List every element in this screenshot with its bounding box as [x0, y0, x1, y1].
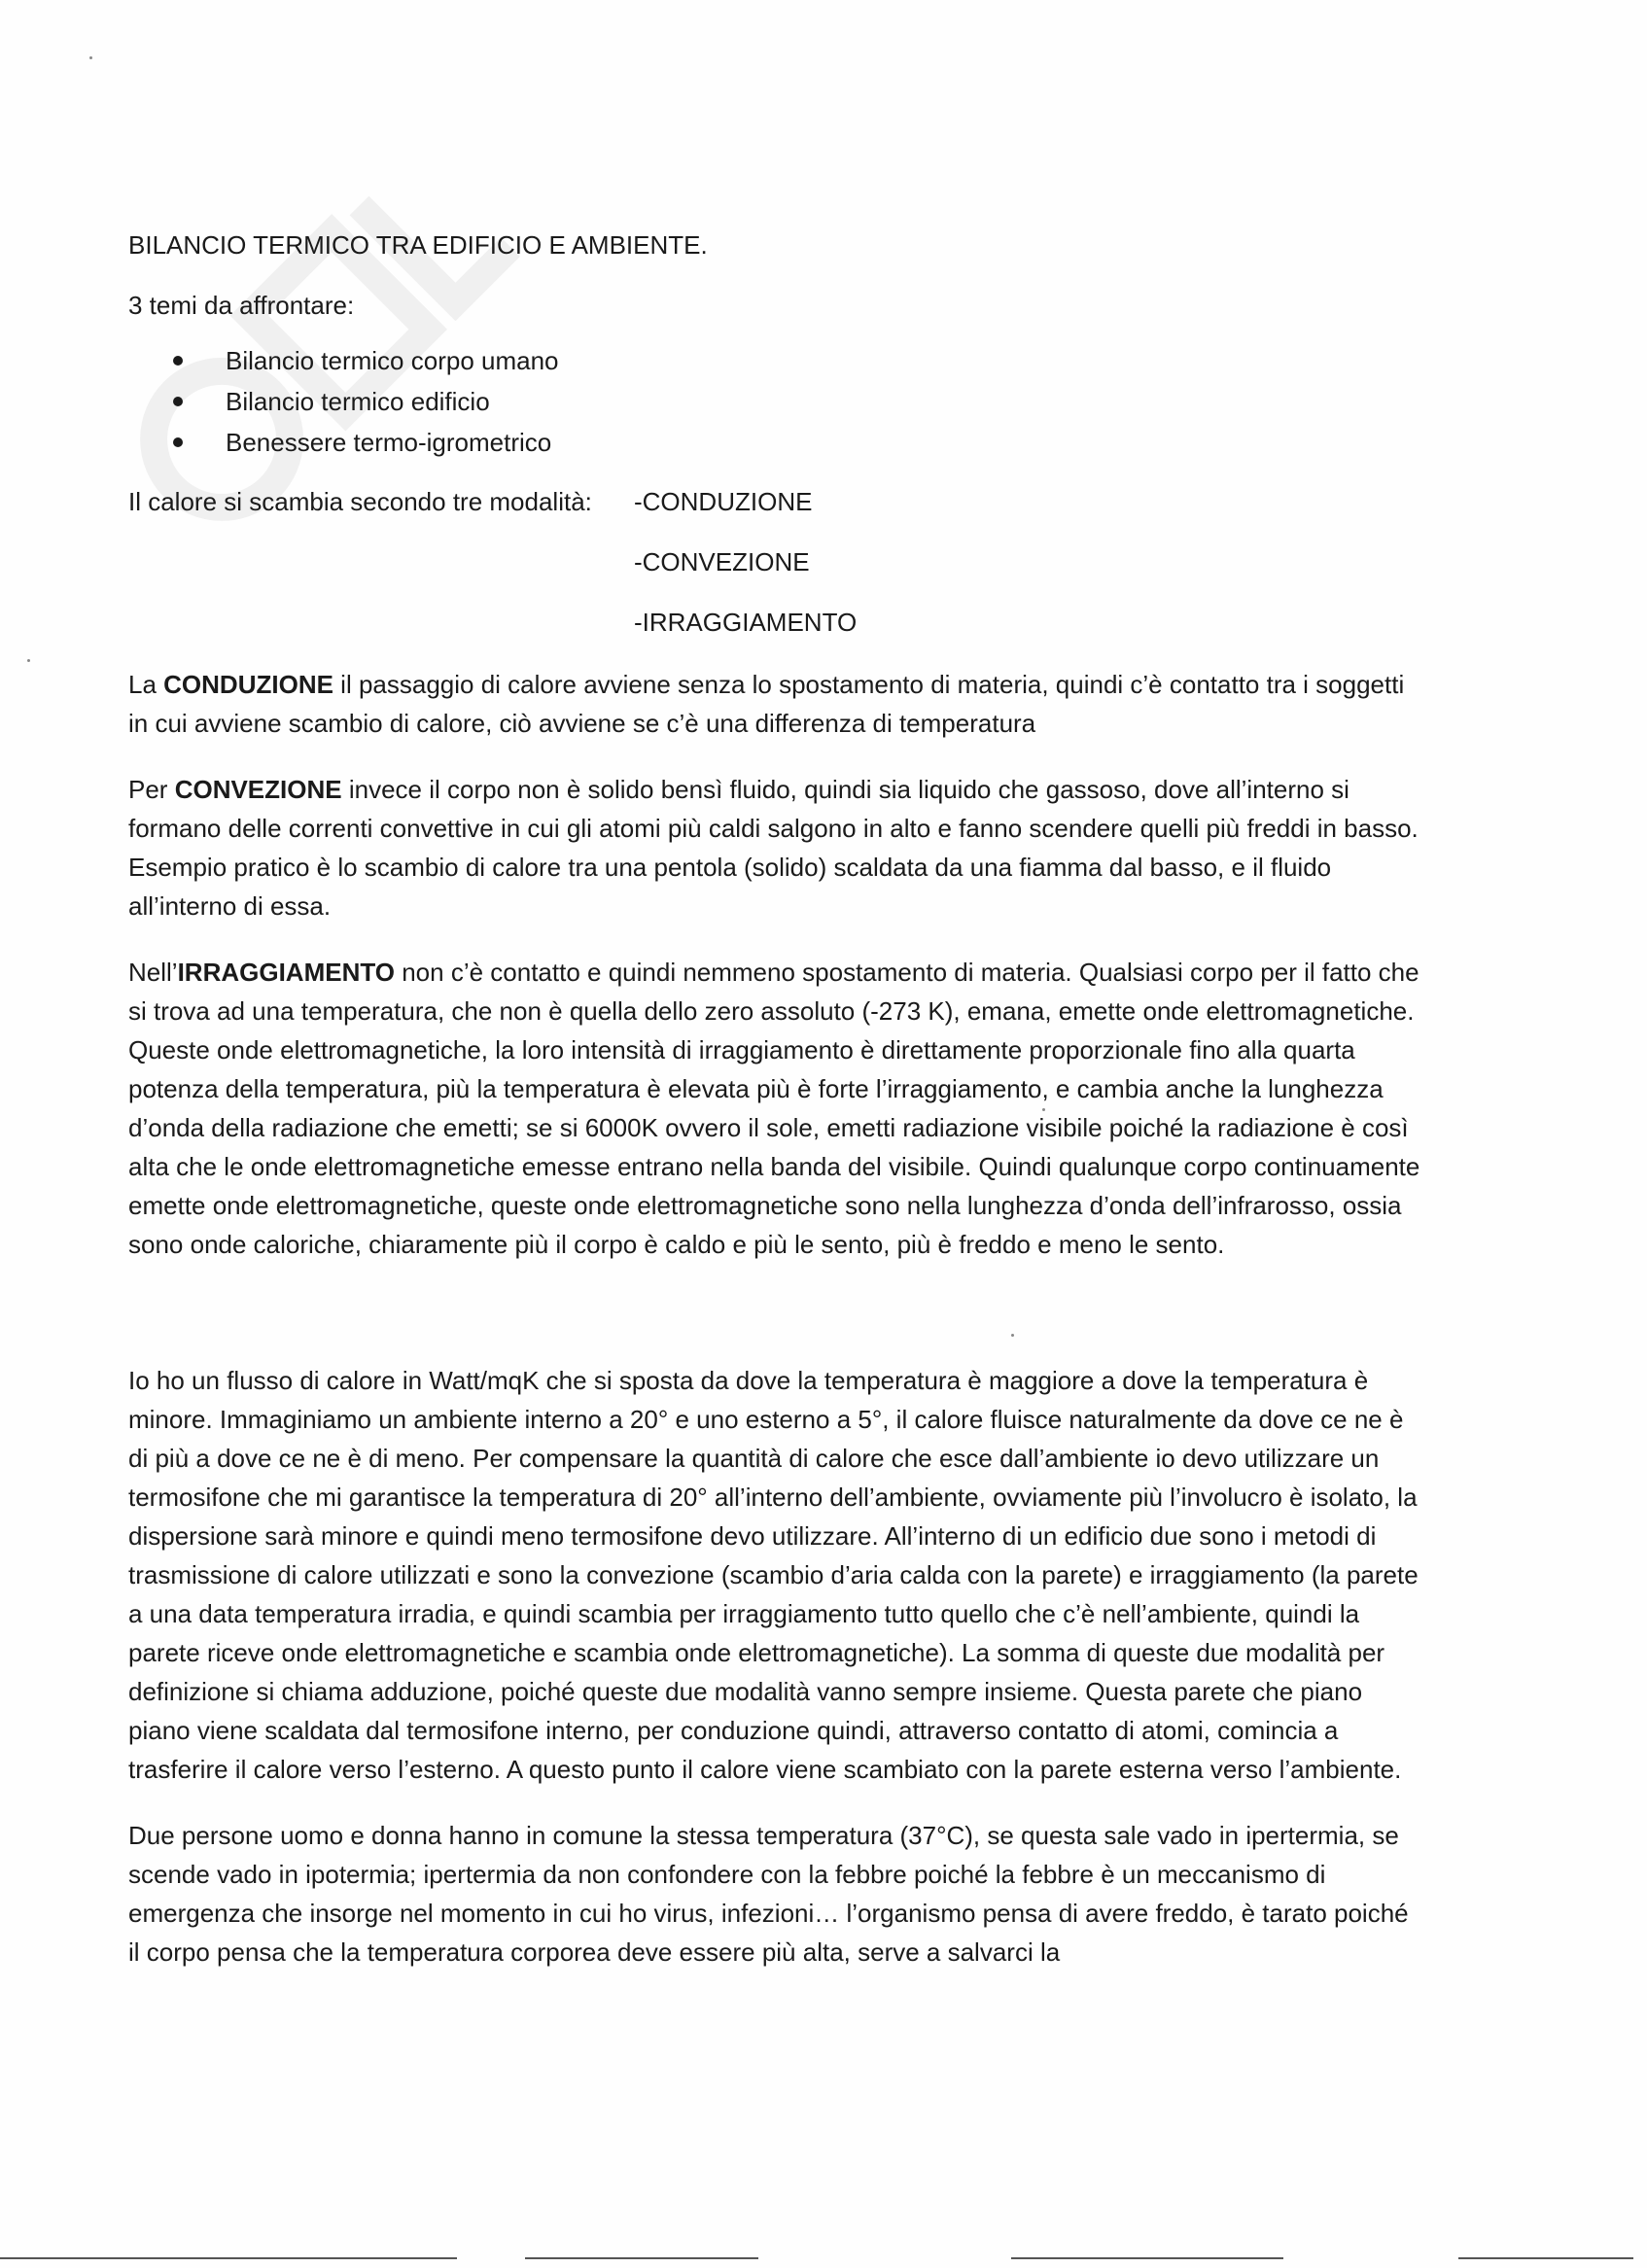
paragraph-conduzione: [128, 665, 1421, 743]
topics-list: [128, 340, 1421, 463]
scan-edge-line: [1458, 2257, 1633, 2259]
paragraph-temperatura-corporea: Due persone uomo e donna hanno in comune la stessa temperatura (37°C), se questa sale vado in ipertermia, se scende vado in ipotermia; ipertermia da non confondere con la febbre poiché la febbre è un meccanismo di emergenza che insorge nel momento in cui ho virus, infezioni… l’organismo pensa di avere freddo, è tarato poiché il corpo pensa che la temperatura corporea deve essere più alta, serve a salvarci la: [128, 1821, 1409, 1967]
list-item: Bilancio termico corpo umano: [226, 340, 1421, 381]
paragraph-text: invece il corpo non è solido bensì fluido, quindi sia liquido che gassoso, dove all’interno si formano delle correnti convettive in cui gli atomi più caldi salgono in alto e fanno scendere quelli più freddi in basso. Esempio pratico è lo scambio di calore tra una pentola (solido) scaldata da una fiamma dal basso, e il fluido all’interno di essa.: [128, 775, 1419, 921]
scan-edge-line: [0, 2257, 457, 2259]
paragraph-prefix: La: [128, 670, 164, 699]
list-item: Benessere termo-igrometrico: [226, 422, 1421, 463]
paragraph-flusso-calore: Io ho un flusso di calore in Watt/mqK che si sposta da dove la temperatura è maggiore a dove la temperatura è minore. Immaginiamo un ambiente interno a 20° e uno esterno a 5°, il calore fluisce naturalmente da dove ce ne è di più a dove ce ne è di meno. Per compensare la quantità di calore che esce dall’ambiente io devo utilizzare un termosifone che mi garantisce la temperatura di 20° all’interno dell’ambiente, ovviamente più l’involucro è isolato, la dispersione sarà minore e quindi meno termosifone devo utilizzare. All’interno di un edificio due sono i metodi di trasmissione di calore utilizzati e sono la convezione (scambio d’aria calda con la parete) e irraggiamento (la parete a una data temperatura irradia, e quindi scambia per irraggiamento tutto quello che c’è nell’ambiente, quindi la parete riceve onde elettromagnetiche e scambia onde elettromagnetiche). La somma di queste due modalità per definizione si chiama adduzione, poiché queste due modalità vanno sempre insieme. Questa parete che piano piano viene scaldata dal termosifone interno, per conduzione quindi, attraverso contatto di atomi, comincia a trasferire il calore verso l’esterno. A questo punto il calore viene scambiato con la parete esterna verso l’ambiente.: [128, 1366, 1419, 1784]
paragraph-irraggiamento: [128, 953, 1421, 1264]
mode-irraggiamento: -IRRAGGIAMENTO: [634, 608, 858, 637]
paragraph-prefix: Nell’: [128, 958, 178, 987]
heat-exchange-modes: [128, 482, 1421, 661]
document-title: BILANCIO TERMICO TRA EDIFICIO E AMBIENTE.: [128, 230, 708, 260]
scan-edge-line: [1011, 2257, 1283, 2259]
paragraph-prefix: Per: [128, 775, 175, 804]
scan-edge-line: [525, 2257, 758, 2259]
term-irraggiamento: IRRAGGIAMENTO: [177, 958, 395, 987]
modes-lead: Il calore si scambia secondo tre modalità:: [128, 487, 592, 516]
document-body: [128, 226, 1421, 1999]
blank-space: [128, 1291, 1421, 1361]
scan-speck: [89, 56, 92, 59]
scan-speck: [1011, 1334, 1014, 1337]
list-item: Bilancio termico edificio: [226, 381, 1421, 422]
topics-intro: 3 temi da affrontare:: [128, 291, 355, 320]
scan-speck: [1042, 1108, 1045, 1111]
term-conduzione: CONDUZIONE: [163, 670, 333, 699]
paragraph-text: il passaggio di calore avviene senza lo spostamento di materia, quindi c’è contatto tra i soggetti in cui avviene scambio di calore, ciò avviene se c’è una differenza di temperatura: [128, 670, 1405, 738]
paragraph-convezione: [128, 770, 1421, 925]
mode-conduzione: -CONDUZIONE: [634, 487, 813, 516]
term-convezione: CONVEZIONE: [174, 775, 342, 804]
scan-speck: [27, 659, 30, 662]
paragraph-text: non c’è contatto e quindi nemmeno spostamento di materia. Qualsiasi corpo per il fatto che si trova ad una temperatura, che non è quella dello zero assoluto (-273 K), emana, emette onde elettromagnetiche. Queste onde elettromagnetiche, la loro intensità di irraggiamento è direttamente proporzionale fino alla quarta potenza della temperatura, più la temperatura è elevata più è forte l’irraggiamento, e cambia anche la lunghezza d’onda della radiazione che emetti; se si 6000K ovvero il sole, emetti radiazione visibile poiché la radiazione è così alta che le onde elettromagnetiche emesse entrano nella banda del visibile. Quindi qualunque corpo continuamente emette onde elettromagnetiche, queste onde elettromagnetiche sono nella lunghezza d’onda dell’infrarosso, ossia sono onde caloriche, chiaramente più il corpo è caldo e più le sento, più è freddo e meno le sento.: [128, 958, 1420, 1259]
mode-convezione: -CONVEZIONE: [634, 547, 810, 576]
